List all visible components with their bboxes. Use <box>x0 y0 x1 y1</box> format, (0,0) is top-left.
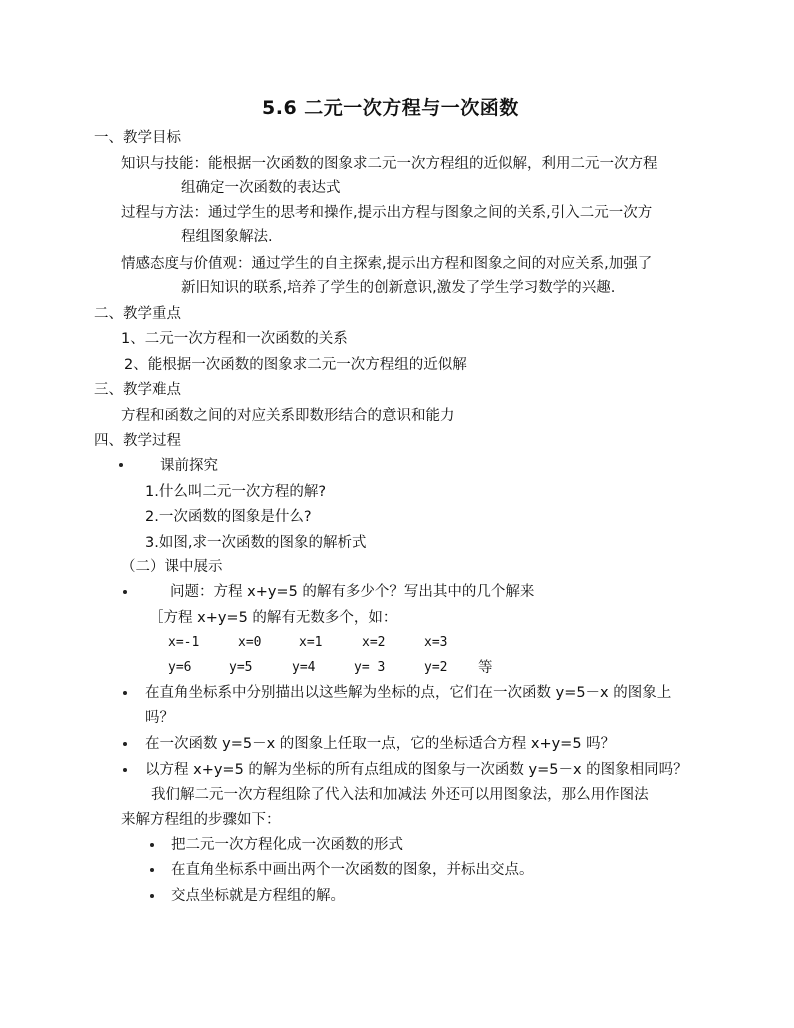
x-value: x=0 <box>238 635 262 650</box>
bullet-item-1-line1: 在直角坐标系中分别描出以这些解为坐标的点，它们在一次函数 y=5－x 的图象上 <box>145 685 672 701</box>
bullet-dot <box>123 768 127 772</box>
x-value: x=3 <box>424 635 448 650</box>
section-heading-difficulties: 三、教学难点 <box>94 382 181 398</box>
method-paragraph-line2: 来解方程组的步骤如下： <box>121 812 281 828</box>
bullet-dot <box>150 894 154 898</box>
difficulty-text: 方程和函数之间的对应关系即数形结合的意识和能力 <box>121 408 455 424</box>
bullet-dot <box>123 742 127 746</box>
section-heading-objectives: 一、教学目标 <box>94 130 181 146</box>
y-value: y=2 <box>424 660 448 675</box>
bullet-dot <box>123 590 127 594</box>
bullet-item-2: 在一次函数 y=5－x 的图象上任取一点，它的坐标适合方程 x+y=5 吗？ <box>145 736 616 752</box>
y-value: y=6 <box>168 660 192 675</box>
section-heading-key-points: 二、教学重点 <box>94 306 181 322</box>
x-value: x=-1 <box>168 635 200 650</box>
section-heading-process: 四、教学过程 <box>94 433 181 449</box>
objective-emotion-line1: 情感态度与价值观：通过学生的自主探索,提示出方程和图象之间的对应关系,加强了 <box>121 256 653 272</box>
step-item: 交点坐标就是方程组的解。 <box>171 888 345 904</box>
answer-text: ［方程 x+y=5 的解有无数多个，如： <box>149 610 398 626</box>
objective-knowledge-line1: 知识与技能：能根据一次函数的图象求二元一次方程组的近似解，利用二元一次方程 <box>121 156 658 172</box>
step-item: 把二元一次方程化成一次函数的形式 <box>171 837 403 853</box>
y-value: y= 3 <box>354 660 386 675</box>
etc-text: 等 <box>478 660 493 676</box>
x-value: x=1 <box>299 635 323 650</box>
pre-question-3: 3.如图,求一次函数的图象的解析式 <box>145 535 367 551</box>
key-point-2: 2、能根据一次函数的图象求二元一次方程组的近似解 <box>124 357 467 373</box>
question-text: 问题：方程 x+y=5 的解有多少个？写出其中的几个解来 <box>170 584 535 600</box>
objective-process-line2: 程组图象解法. <box>181 229 273 245</box>
x-value: x=2 <box>362 635 386 650</box>
pre-class-title: 课前探究 <box>160 458 218 474</box>
y-value: y=5 <box>229 660 253 675</box>
bullet-dot <box>150 843 154 847</box>
y-value: y=4 <box>292 660 316 675</box>
step-item: 在直角坐标系中画出两个一次函数的图象，并标出交点。 <box>171 862 534 878</box>
key-point-1: 1、二元一次方程和一次函数的关系 <box>121 331 348 347</box>
method-paragraph-line1: 我们解二元一次方程组除了代入法和加减法 外还可以用图象法，那么用作图法 <box>151 787 649 803</box>
objective-knowledge-line2: 组确定一次函数的表达式 <box>181 180 341 196</box>
bullet-item-1-line2: 吗？ <box>145 710 174 726</box>
bullet-dot <box>150 868 154 872</box>
page-title: 5.6 二元一次方程与一次函数 <box>262 97 519 119</box>
bullet-item-3: 以方程 x+y=5 的解为坐标的所有点组成的图象与一次函数 y=5－x 的图象相同吗？ <box>145 762 688 778</box>
pre-question-2: 2.一次函数的图象是什么? <box>145 509 312 525</box>
in-class-title: （二）课中展示 <box>121 559 223 575</box>
bullet-dot <box>123 691 127 695</box>
objective-emotion-line2: 新旧知识的联系,培养了学生的创新意识,激发了学生学习数学的兴趣. <box>181 280 616 296</box>
bullet-dot <box>119 463 123 467</box>
pre-question-1: 1.什么叫二元一次方程的解? <box>145 484 327 500</box>
objective-process-line1: 过程与方法：通过学生的思考和操作,提示出方程与图象之间的关系,引入二元一次方 <box>121 205 653 221</box>
